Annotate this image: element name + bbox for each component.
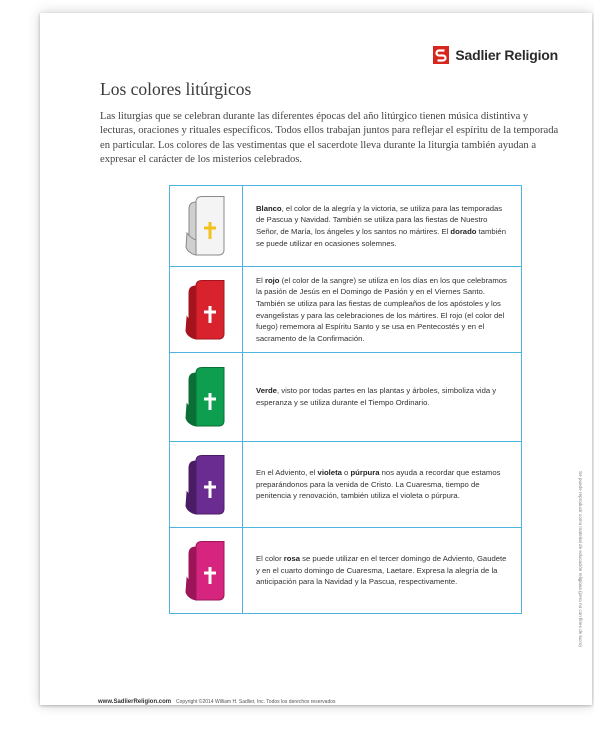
row-text-part: (el color de la sangre) se utiliza en los días en los que celebramos la pasión de Jesús en el Domingo de Pasión y en el Viernes Santo. También se utiliza para las fiestas de cumpleaños de los apóstoles y los evangelistas y para las celebraciones de los mártires. El rojo (el color del fuego) rememora al Espíritu Santo y se usa en Pentecostés y en el sacramento de la Confirmación.	[256, 275, 507, 343]
row-text-part: , el color de la alegría y la victoria, se utiliza para las temporadas de Pascua y Navidad. También se utiliza para las fiestas de Nuestro Señor, de María, los ángeles y los santos no mártires. El	[256, 203, 503, 236]
row-text-part: En el Adviento, el	[256, 468, 318, 478]
color-name: púrpura	[350, 468, 380, 478]
footer-website[interactable]: www.SadlierReligion.com	[98, 699, 172, 705]
table-row	[170, 267, 522, 353]
row-text-part: se puede utilizar en el tercer domingo de Adviento, Gaudete y en el cuarto domingo de Cuaresma, Laetare. Expresa la alegría de la anticipación para la Navidad y la Pascua, respectivamente.	[256, 554, 507, 587]
table-row	[170, 528, 522, 614]
icon-cell	[170, 528, 243, 614]
table-row	[170, 353, 522, 442]
violet-stole-icon	[184, 454, 228, 516]
brand-logo[interactable]	[433, 46, 558, 64]
row-text-part: nos ayuda a recordar que estamos preparándonos para la venida de Cristo. La Cuaresma, tiempo de penitencia y renovación, también utiliza el violeta o púrpura.	[256, 468, 501, 501]
table-row	[170, 442, 522, 528]
sadlier-logo-icon	[433, 46, 449, 64]
reproduction-note: Se puede reproducir como material de educación religiosa (pero no con fines de lucro)	[578, 471, 583, 647]
red-stole-icon	[184, 279, 228, 341]
brand-name: Sadlier Religion	[455, 47, 558, 63]
icon-cell	[170, 267, 243, 353]
row-text-part: , visto por todas partes en las plantas y árboles, simboliza vida y esperanza y se utiliza durante el Tiempo Ordinario.	[256, 386, 497, 407]
color-name: rojo	[264, 275, 280, 285]
icon-cell	[170, 353, 243, 442]
icon-cell	[170, 442, 243, 528]
row-text-part: El color	[256, 554, 284, 564]
white-stole-icon	[184, 195, 228, 257]
row-text	[243, 267, 522, 353]
footer-copyright: Copyright ©2014 William H. Sadlier, Inc. Todos los derechos reservados	[176, 699, 336, 705]
intro-paragraph: Las liturgias que se celebran durante las diferentes épocas del año litúrgico tienen música distintiva y lecturas, oraciones y rituales específicos. Todos ellos trabajan juntos para reflejar el espíritu de la temporada en particular. Los colores de las vestimentas que el sacerdote lleva durante la liturgia también ayudan a expresar el carácter de los misterios celebrados.	[100, 111, 559, 165]
table-row	[170, 186, 522, 267]
color-name: dorado	[450, 227, 477, 236]
color-name: rosa	[283, 554, 301, 564]
liturgical-colors-table	[169, 185, 522, 614]
worksheet-page	[40, 13, 592, 705]
icon-cell	[170, 186, 243, 267]
page-title: Los colores litúrgicos	[100, 79, 252, 99]
color-name: violeta	[317, 468, 342, 478]
row-text	[243, 528, 522, 614]
color-name: Verde	[256, 386, 277, 396]
green-stole-icon	[184, 366, 228, 428]
row-text	[243, 442, 522, 528]
color-name: Blanco	[256, 203, 282, 213]
row-text-part: El	[256, 275, 265, 285]
row-text	[243, 353, 522, 442]
row-text-part: o	[341, 468, 351, 478]
rose-stole-icon	[184, 540, 228, 602]
row-text	[243, 186, 522, 267]
row-text-part: también se puede utilizar en ocasiones solemnes.	[256, 227, 506, 248]
